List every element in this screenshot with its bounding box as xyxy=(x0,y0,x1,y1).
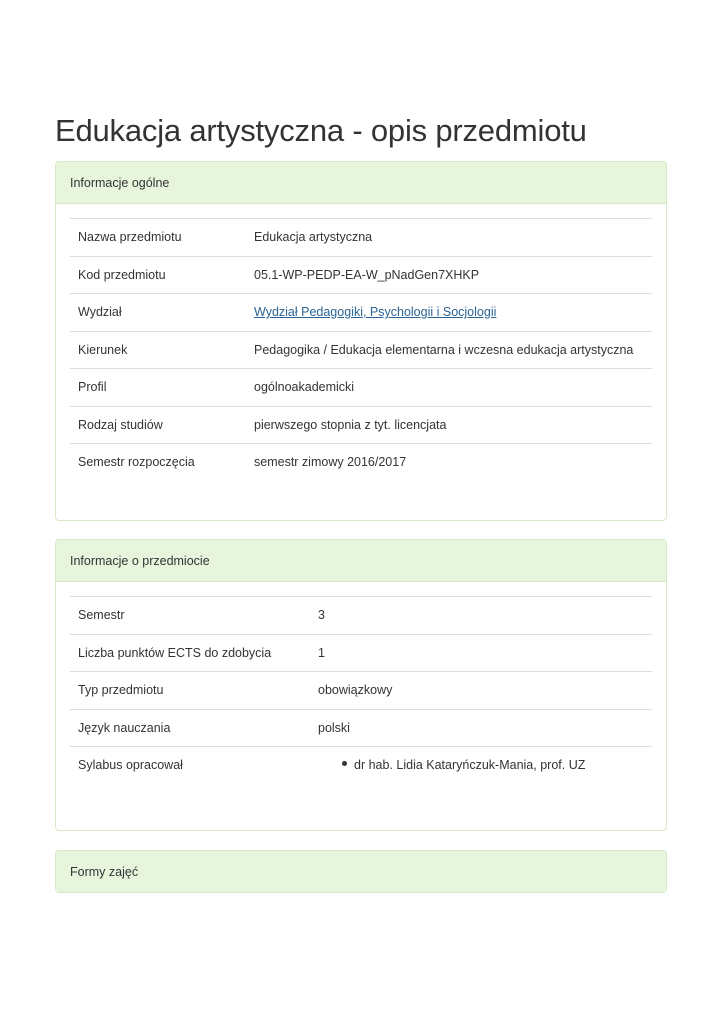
table-row xyxy=(70,444,652,482)
row-value xyxy=(310,747,652,785)
subject-info-heading: Informacje o przedmiocie xyxy=(56,540,666,582)
table-row xyxy=(70,747,652,785)
table-row xyxy=(70,672,652,710)
table-row xyxy=(70,597,652,635)
row-value: polski xyxy=(318,720,350,735)
forms-heading: Formy zajęć xyxy=(56,851,666,892)
table-row xyxy=(70,331,652,369)
forms-panel xyxy=(55,850,667,893)
row-label: Kod przedmiotu xyxy=(78,267,166,282)
table-row xyxy=(70,709,652,747)
row-label: Profil xyxy=(78,380,107,394)
subject-info-panel xyxy=(55,539,667,831)
row-label: Sylabus opracował xyxy=(78,758,183,772)
row-label: Wydział xyxy=(78,305,122,319)
row-label: Język nauczania xyxy=(78,720,171,735)
row-value: Pedagogika / Edukacja elementarna i wczesna edukacja artystyczna xyxy=(254,342,634,357)
general-info-table xyxy=(70,218,652,481)
syllabus-authors-list xyxy=(318,755,644,772)
subject-info-table xyxy=(70,596,652,784)
row-label: Typ przedmiotu xyxy=(78,683,164,697)
row-label: Nazwa przedmiotu xyxy=(78,230,182,244)
table-row xyxy=(70,406,652,444)
row-value: 1 xyxy=(318,645,325,660)
row-label: Semestr xyxy=(78,608,125,622)
syllabus-author: dr hab. Lidia Kataryńczuk-Mania, prof. UZ xyxy=(354,758,586,772)
row-value: 3 xyxy=(318,608,325,622)
bullet-icon xyxy=(342,761,347,766)
table-row xyxy=(70,369,652,407)
row-value: Edukacja artystyczna xyxy=(254,230,373,244)
page-title: Edukacja artystyczna - opis przedmiotu xyxy=(55,113,587,148)
row-label: Kierunek xyxy=(78,342,128,357)
table-row xyxy=(70,294,652,332)
general-info-panel xyxy=(55,161,667,521)
row-value: ogólnoakademicki xyxy=(254,380,355,394)
row-value: 05.1-WP-PEDP-EA-W_pNadGen7XHKP xyxy=(254,267,480,282)
table-row xyxy=(70,219,652,257)
row-label: Liczba punktów ECTS do zdobycia xyxy=(78,645,272,660)
table-row xyxy=(70,634,652,672)
faculty-link[interactable]: Wydział Pedagogiki, Psychologii i Socjologii xyxy=(254,305,497,319)
row-label: Semestr rozpoczęcia xyxy=(78,455,195,469)
row-value xyxy=(246,294,652,332)
row-value: pierwszego stopnia z tyt. licencjata xyxy=(254,417,447,432)
list-item xyxy=(354,755,644,772)
row-label: Rodzaj studiów xyxy=(78,417,163,432)
table-row xyxy=(70,256,652,294)
general-info-heading: Informacje ogólne xyxy=(56,162,666,204)
row-value: obowiązkowy xyxy=(318,683,393,697)
row-value: semestr zimowy 2016/2017 xyxy=(254,455,407,469)
